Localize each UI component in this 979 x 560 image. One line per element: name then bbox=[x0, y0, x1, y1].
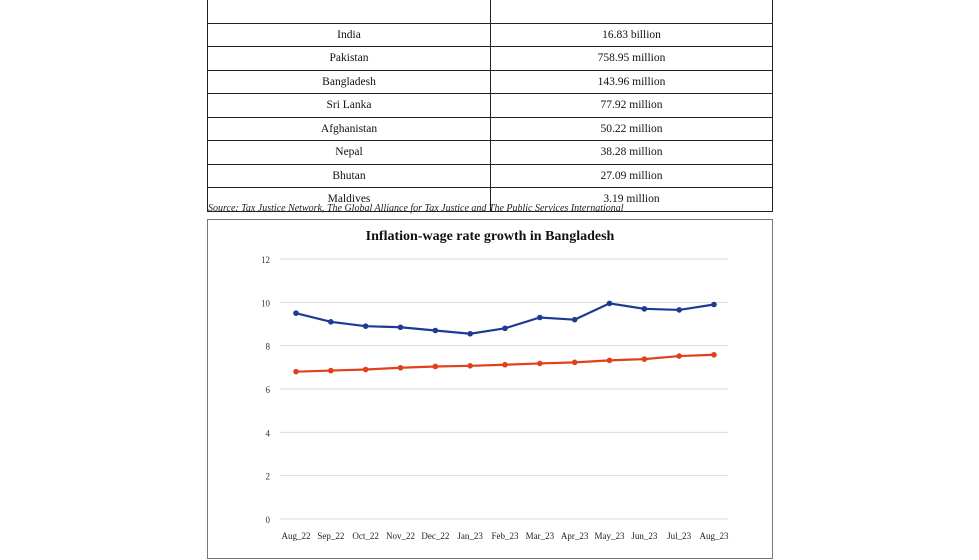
data-point bbox=[537, 315, 543, 321]
country-cell: India bbox=[208, 23, 491, 47]
country-cell: Maldives bbox=[208, 188, 491, 212]
x-tick-label: Jun_23 bbox=[631, 531, 658, 541]
x-tick-label: Nov_22 bbox=[386, 531, 415, 541]
country-cell: Pakistan bbox=[208, 47, 491, 71]
value-cell bbox=[491, 0, 773, 23]
data-point bbox=[398, 324, 404, 330]
value-cell: 143.96 million bbox=[491, 70, 773, 94]
value-cell: 50.22 million bbox=[491, 117, 773, 141]
value-cell: 27.09 million bbox=[491, 164, 773, 188]
x-tick-label: Aug_22 bbox=[281, 531, 311, 541]
x-tick-label: Aug_23 bbox=[699, 531, 729, 541]
x-tick-label: Jan_23 bbox=[457, 531, 483, 541]
data-point bbox=[398, 365, 404, 371]
table-row bbox=[208, 70, 773, 94]
y-tick-label: 10 bbox=[261, 298, 270, 309]
value-cell: 16.83 billion bbox=[491, 23, 773, 47]
data-point bbox=[328, 319, 334, 325]
country-cell: Nepal bbox=[208, 141, 491, 165]
data-point bbox=[502, 326, 508, 332]
line-chart bbox=[208, 220, 774, 560]
data-point bbox=[572, 360, 578, 366]
data-point bbox=[711, 302, 717, 308]
country-cell: Sri Lanka bbox=[208, 94, 491, 118]
y-tick-label: 0 bbox=[265, 515, 270, 525]
table-row bbox=[208, 0, 773, 23]
chart-title: Inflation-wage rate growth in Bangladesh bbox=[365, 229, 615, 244]
value-cell: 77.92 million bbox=[491, 94, 773, 118]
y-tick-label: 4 bbox=[265, 428, 270, 439]
data-point bbox=[433, 328, 439, 334]
data-point bbox=[676, 307, 682, 313]
data-point bbox=[711, 352, 717, 358]
x-tick-label: Feb_23 bbox=[491, 531, 519, 541]
chart-container bbox=[207, 219, 773, 559]
x-tick-label: Apr_23 bbox=[560, 531, 589, 541]
data-point bbox=[363, 367, 369, 373]
data-point bbox=[676, 353, 682, 359]
data-point bbox=[293, 310, 299, 316]
country-cell: Bangladesh bbox=[208, 70, 491, 94]
table-row bbox=[208, 117, 773, 141]
data-point bbox=[642, 306, 648, 312]
data-point bbox=[607, 358, 613, 364]
data-point bbox=[363, 323, 369, 329]
tax-loss-table bbox=[207, 0, 773, 212]
data-point bbox=[642, 356, 648, 362]
source-note: Source: Tax Justice Network, The Global Alliance for Tax Justice and The Public Services International bbox=[208, 203, 624, 214]
x-tick-label: May_23 bbox=[594, 531, 625, 541]
country-cell bbox=[208, 0, 491, 23]
x-tick-label: Dec_22 bbox=[421, 531, 450, 541]
data-point bbox=[467, 363, 473, 369]
table-row bbox=[208, 164, 773, 188]
value-cell: 3.19 million bbox=[491, 188, 773, 212]
y-tick-label: 12 bbox=[261, 255, 270, 265]
data-point bbox=[293, 369, 299, 375]
data-point bbox=[502, 362, 508, 368]
x-tick-label: Mar_23 bbox=[525, 531, 555, 541]
x-tick-label: Sep_22 bbox=[317, 531, 345, 541]
table-row bbox=[208, 94, 773, 118]
x-tick-label: Oct_22 bbox=[352, 531, 379, 541]
value-cell: 758.95 million bbox=[491, 47, 773, 71]
table-row bbox=[208, 141, 773, 165]
data-point bbox=[433, 364, 439, 370]
y-tick-label: 8 bbox=[265, 341, 270, 352]
country-cell: Afghanistan bbox=[208, 117, 491, 141]
data-point bbox=[467, 331, 473, 337]
x-tick-label: Jul_23 bbox=[667, 531, 692, 541]
table-row bbox=[208, 47, 773, 71]
y-tick-label: 2 bbox=[265, 471, 270, 482]
data-point bbox=[328, 368, 334, 374]
country-cell: Bhutan bbox=[208, 164, 491, 188]
table-row bbox=[208, 23, 773, 47]
data-point bbox=[572, 317, 578, 323]
data-point bbox=[537, 361, 543, 367]
y-tick-label: 6 bbox=[265, 385, 270, 395]
data-point bbox=[607, 301, 613, 307]
value-cell: 38.28 million bbox=[491, 141, 773, 165]
